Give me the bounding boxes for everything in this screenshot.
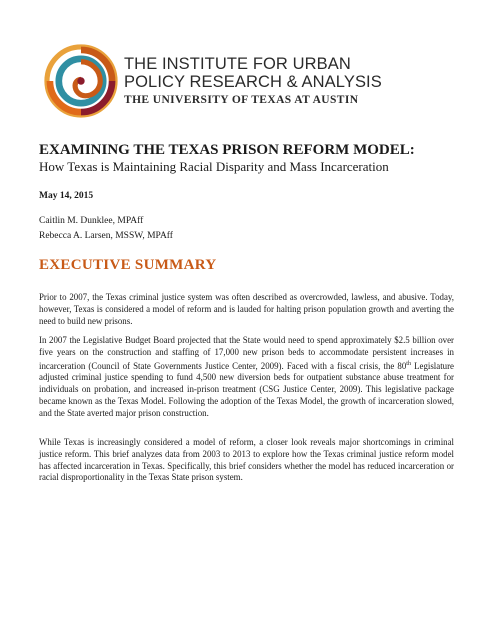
document-title: EXAMINING THE TEXAS PRISON REFORM MODEL:: [39, 142, 415, 158]
paragraph-2-part-1: In 2007 the Legislative Budget Board projected that the State would need to spend approximately $2.5 billion over five years on the construction and staffing of 17,000 new prison beds to accommodate persistent increases in incarceration (Council of State Governments Justice Center, 2009). Faced with a fiscal crisis, the 80: [39, 335, 454, 371]
author-2: Rebecca A. Larsen, MSSW, MPAff: [39, 231, 173, 241]
institute-logo-text: [124, 55, 454, 106]
document-subtitle: How Texas is Maintaining Racial Disparity and Mass Incarceration: [39, 159, 389, 174]
paragraph-2-part-2: Legislature adjusted criminal justice spending to fund 4,500 new diversion beds for outpatient substance abuse treatment for individuals on probation, and increased in-prison treatment (CSG Justice Center, 2009). This legislative package became known as the Texas Model. Following the adoption of the Texas Model, the growth of incarceration slowed, and the State averted major prison construction.: [39, 360, 455, 418]
institute-logo-icon: [44, 44, 118, 118]
publication-date: May 14, 2015: [39, 191, 94, 201]
paragraph-1: Prior to 2007, the Texas criminal justice system was often described as overcrowded, lawless, and abusive. Today, however, Texas is considered a model of reform and is lauded for halting prison population growth and averting the need to build new prisons.: [39, 292, 454, 326]
logo-line-1: THE INSTITUTE FOR URBAN: [124, 55, 351, 73]
author-1: Caitlin M. Dunklee, MPAff: [39, 216, 144, 226]
paragraph-3: While Texas is increasingly considered a model of reform, a closer look reveals major shortcomings in criminal justice reform. This brief analyzes data from 2003 to 2013 to explore how the Texas criminal justice reform model has affected incarceration in Texas. Specifically, this brief considers whether the model has reduced incarceration or racial disproportionality in the Texas State prison system.: [39, 437, 454, 483]
logo-line-2: POLICY RESEARCH & ANALYSIS: [124, 73, 382, 91]
logo-line-3: THE UNIVERSITY OF TEXAS AT AUSTIN: [124, 94, 359, 106]
section-heading: EXECUTIVE SUMMARY: [39, 257, 217, 273]
ordinal-suffix: th: [406, 360, 411, 367]
paragraph-2: [39, 335, 454, 420]
